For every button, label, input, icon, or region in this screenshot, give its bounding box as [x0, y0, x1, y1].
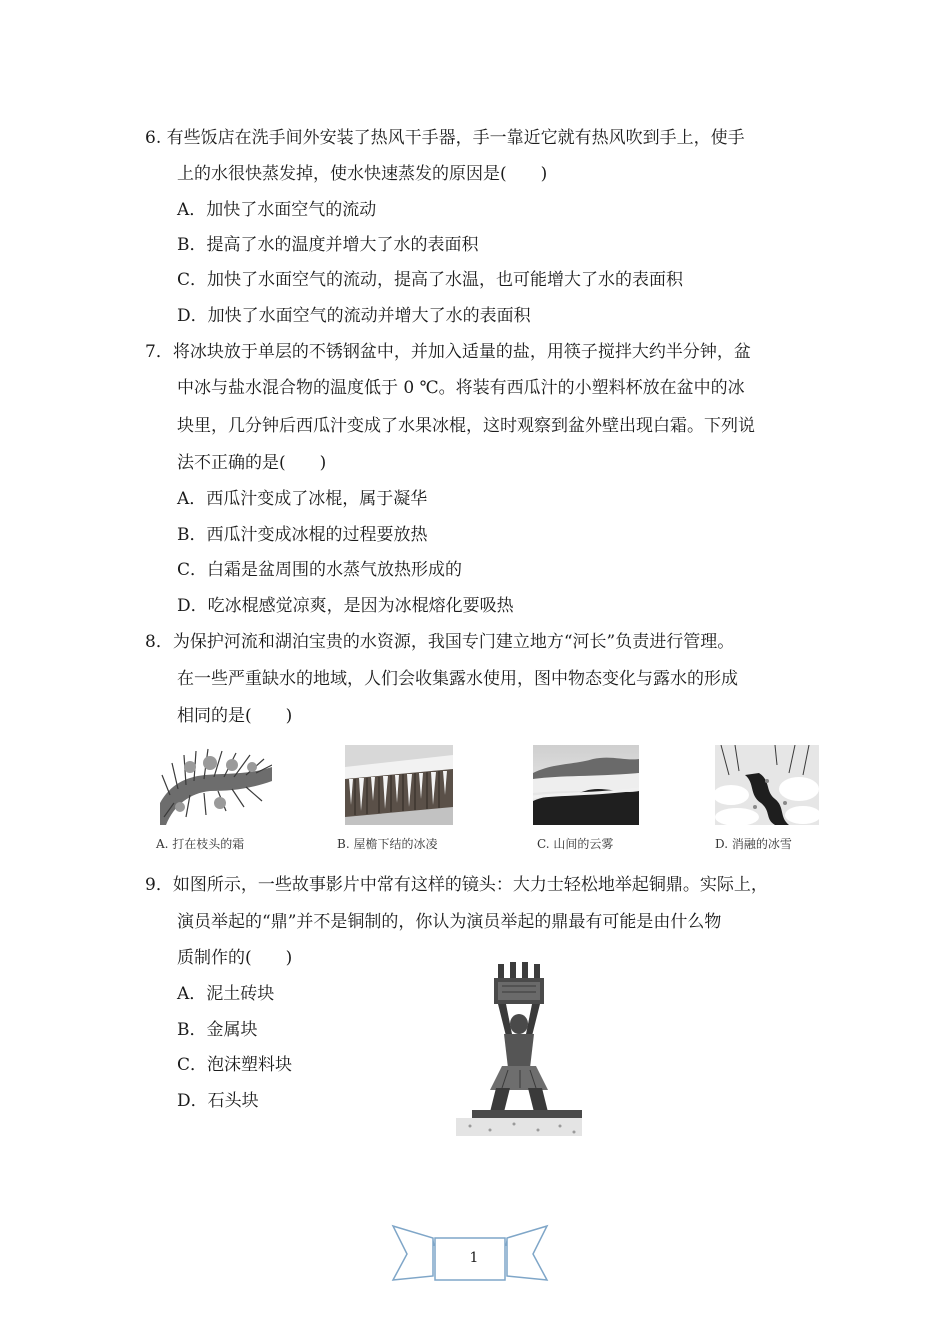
q7-option-b: B．西瓜汁变成冰棍的过程要放热: [177, 525, 428, 545]
q9-stem-line-1: 9．如图所示，一些故事影片中常有这样的镜头：大力士轻松地举起铜鼎。实际上，: [145, 875, 768, 895]
caption-c: C. 山间的云雾: [537, 837, 614, 851]
q6-option-a: A．加快了水面空气的流动: [177, 200, 377, 220]
frost-on-branch-image: [160, 745, 272, 825]
q9-stem-line-3: 质制作的( ): [177, 948, 293, 968]
q6-option-b: B．提高了水的温度并增大了水的表面积: [177, 235, 479, 255]
q9-option-c: C．泡沫塑料块: [177, 1055, 293, 1075]
icicles-image: [345, 745, 453, 825]
caption-a: A. 打在枝头的霜: [156, 837, 245, 851]
caption-b: B. 屋檐下结的冰凌: [337, 837, 438, 851]
mountain-mist-image: [533, 745, 639, 825]
q7-option-c: C．白霜是盆周围的水蒸气放热形成的: [177, 560, 463, 580]
q7-stem-line-2: 中冰与盐水混合物的温度低于 0 ℃。将装有西瓜汁的小塑料杯放在盆中的冰: [177, 378, 745, 398]
q7-option-d: D．吃冰棍感觉凉爽，是因为冰棍熔化要吸热: [177, 596, 514, 616]
q7-stem-line-1: 7．将冰块放于单层的不锈钢盆中，并加入适量的盐，用筷子搅拌大约半分钟，盆: [145, 342, 751, 362]
q9-stem-line-2: 演员举起的“鼎”并不是铜制的，你认为演员举起的鼎最有可能是由什么物: [177, 912, 722, 932]
q6-stem-line-1: 6. 有些饭店在洗手间外安装了热风干手器，手一靠近它就有热风吹到手上，使手: [145, 128, 745, 148]
q8-stem-line-2: 在一些严重缺水的地域，人们会收集露水使用，图中物态变化与露水的形成: [177, 669, 738, 689]
q7-stem-line-3: 块里，几分钟后西瓜汁变成了水果冰棍，这时观察到盆外壁出现白霜。下列说: [177, 416, 755, 436]
melting-snow-image: [715, 745, 819, 825]
q9-option-a: A．泥土砖块: [177, 984, 275, 1004]
q6-option-c: C．加快了水面空气的流动，提高了水温，也可能增大了水的表面积: [177, 270, 684, 290]
q7-option-a: A．西瓜汁变成了冰棍，属于凝华: [177, 489, 428, 509]
caption-d: D. 消融的冰雪: [715, 837, 792, 851]
q8-stem-line-3: 相同的是( ): [177, 706, 293, 726]
q6-option-d: D．加快了水面空气的流动并增大了水的表面积: [177, 306, 531, 326]
q7-stem-line-4: 法不正确的是( ): [177, 453, 327, 473]
page-number: 1: [469, 1250, 479, 1266]
q6-stem-line-2: 上的水很快蒸发掉，使水快速蒸发的原因是( ): [177, 164, 548, 184]
q8-stem-line-1: 8．为保护河流和湖泊宝贵的水资源，我国专门建立地方“河长”负责进行管理。: [145, 632, 735, 652]
strongman-lifting-ding-image: [450, 960, 585, 1140]
q9-option-b: B．金属块: [177, 1020, 258, 1040]
q9-option-d: D．石头块: [177, 1091, 259, 1111]
